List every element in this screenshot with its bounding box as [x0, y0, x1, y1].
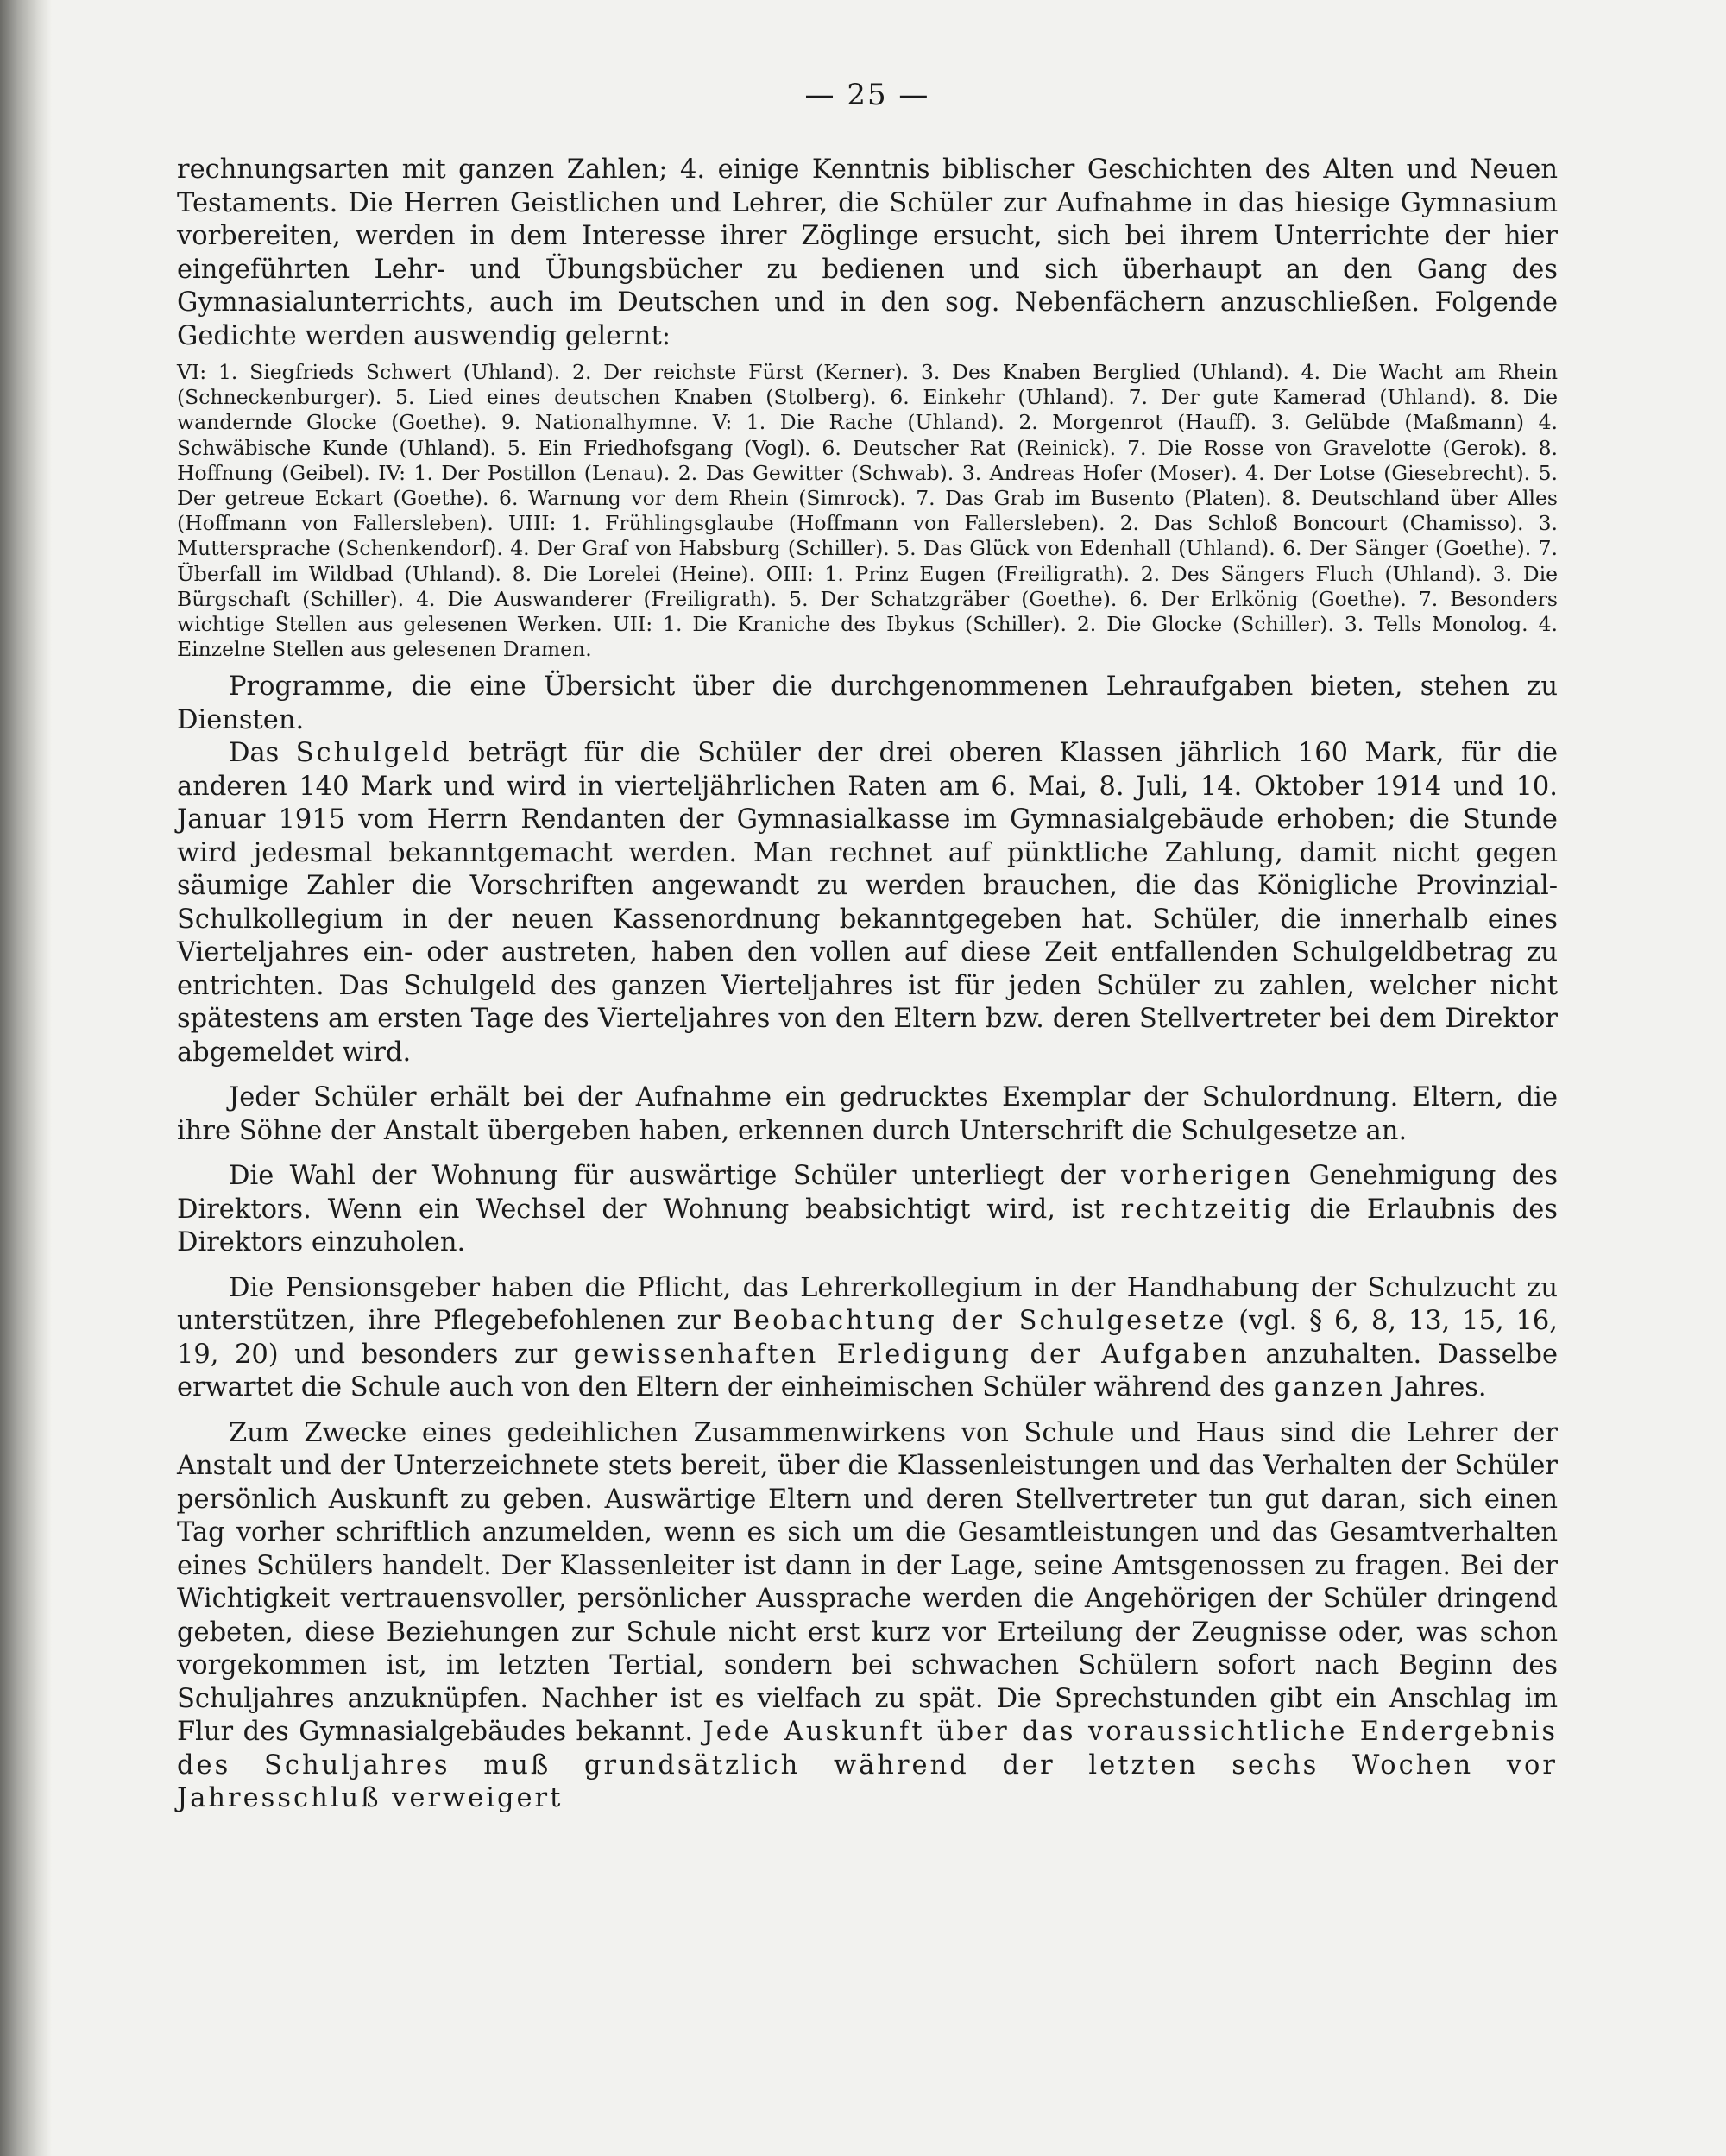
housing-text-a: Die Wahl der Wohnung für auswärtige Schüler unterliegt der [229, 1161, 1106, 1192]
paragraph-boarding-hosts [177, 1272, 1558, 1405]
paragraph-housing [177, 1160, 1558, 1260]
housing-emph-prior: vorherigen [1120, 1161, 1294, 1192]
housing-text-e: die Erlaubnis des Direktors einzuholen. [177, 1194, 1558, 1258]
boarding-emph-whole: ganzen [1273, 1372, 1385, 1403]
poem-list: VI: 1. Siegfrieds Schwert (Uhland). 2. Der reichste Fürst (Kerner). 3. Des Knaben Berglied (Uhland). 4. Die Wacht am Rhein (Schneckenburger). 5. Lied eines deutschen Knaben (Stolberg). 6. Einkehr (Uhland). 7. Der gute Kamerad (Uhland). 8. Die wandernde Glocke (Goethe). 9. Nationalhymne. V: 1. Die Rache (Uhland). 2. Morgenrot (Hauff). 3. Gelübde (Maßmann) 4. Schwäbische Kunde (Uhland). 5. Ein Friedhofsgang (Vogl). 6. Deutscher Rat (Reinick). 7. Die Rosse von Gravelotte (Gerok). 8. Hoffnung (Geibel). IV: 1. Der Postillon (Lenau). 2. Das Gewitter (Schwab). 3. Andreas Hofer (Moser). 4. Der Lotse (Giesebrecht). 5. Der getreue Eckart (Goethe). 6. Warnung vor dem Rhein (Simrock). 7. Das Grab im Busento (Platen). 8. Deutschland über Alles (Hoffmann von Fallersleben). UIII: 1. Frühlingsglaube (Hoffmann von Fallersleben). 2. Das Schloß Boncourt (Chamisso). 3. Muttersprache (Schenkendorf). 4. Der Graf von Habsburg (Schiller). 5. Das Glück von Edenhall (Uhland). 6. Der Sänger (Goethe). 7. Überfall im Wildbad (Uhland). 8. Die Lorelei (Heine). OIII: 1. Prinz Eugen (Freiligrath). 2. Des Sängers Fluch (Uhland). 3. Die Bürgschaft (Schiller). 4. Die Auswanderer (Freiligrath). 5. Der Schatzgräber (Goethe). 6. Der Erlkönig (Goethe). 7. Besonders wichtige Stellen aus gelesenen Werken. UII: 1. Die Kraniche des Ibykus (Schiller). 2. Die Glocke (Schiller). 3. Tells Monolog. 4. Einzelne Stellen aus gelesenen Dramen. [177, 360, 1558, 662]
boarding-text-g: Jahres. [1393, 1372, 1487, 1403]
paragraph-programs: Programme, die eine Übersicht über die durchgenommenen Lehraufgaben bieten, stehen zu Diensten. [177, 671, 1558, 735]
housing-emph-timely: rechtzeitig [1120, 1194, 1294, 1225]
page-number: — 25 — [804, 78, 930, 112]
boarding-text-a: Die Pensionsgeber haben die Pflicht, das Lehrerkollegium in der Handhabung der Schulzucht zu unterstützen, ihre Pflegebefohlenen zur [177, 1272, 1558, 1337]
paragraph-parent-cooperation [177, 1417, 1558, 1816]
paragraph-school-fees [177, 737, 1558, 1069]
document-page [177, 78, 1558, 1816]
boarding-text-c: (vgl. § 6, 8, 13, 15, 16, 19, 20) und besonders zur [177, 1306, 1558, 1370]
boarding-text-e: anzuhalten. Dasselbe erwartet die Schule auch von den Eltern der einheimischen Schüler während des [177, 1339, 1558, 1403]
scan-page-edge [0, 0, 52, 2156]
cooperation-text: Zum Zwecke eines gedeihlichen Zusammenwirkens von Schule und Haus sind die Lehrer der Anstalt und der Unterzeichnete stets bereit, über die Klassenleistungen und das Verhalten der Schüler persönlich Auskunft zu geben. Auswärtige Eltern und deren Stellvertreter tun gut daran, sich einen Tag vorher schriftlich anzumelden, wenn es sich um die Gesamtleistungen und das Gesamtverhalten eines Schülers handelt. Der Klassenleiter ist dann in der Lage, seine Amtsgenossen zu fragen. Bei der Wichtigkeit vertrauensvoller, persönlicher Aussprache werden die Angehörigen der Schüler dringend gebeten, diese Beziehungen zur Schule nicht erst kurz vor Erteilung der Zeugnisse oder, was schon vorgekommen ist, im letzten Tertial, sondern bei schwachen Schülern sofort nach Beginn des Schuljahres anzuknüpfen. Nachher ist es vielfach zu spät. Die Sprechstunden gibt ein Anschlag im Flur des Gymnasialgebäudes bekannt. [177, 1417, 1558, 1748]
boarding-emph-observance: Beobachtung der Schulgesetze [732, 1306, 1227, 1337]
fees-body: beträgt für die Schüler der drei oberen Klassen jährlich 160 Mark, für die anderen 140 Mark und wird in vierteljährlichen Raten am 6. Mai, 8. Juli, 14. Oktober 1914 und 10. Januar 1915 vom Herrn Rendanten der Gymnasialkasse im Gymnasialgebäude erhoben; die Stunde wird jedesmal bekanntgemacht werden. Man rechnet auf pünktliche Zahlung, damit nicht gegen säumige Zahler die Vorschriften angewandt zu werden brauchen, die das Königliche Provinzial-Schulkollegium in der neuen Kassenordnung bekanntgegeben hat. Schüler, die innerhalb eines Vierteljahres ein- oder austreten, haben den vollen auf diese Zeit entfallenden Schulgeldbetrag zu entrichten. Das Schulgeld des ganzen Vierteljahres ist für jeden Schüler zu zahlen, welcher nicht spätestens am ersten Tage des Vierteljahres von den Eltern bzw. deren Stellvertreter bei dem Direktor abgemeldet wird. [177, 738, 1558, 1068]
fees-term: Schulgeld [295, 738, 452, 769]
housing-text-c: Genehmigung des Direktors. Wenn ein Wechsel der Wohnung beabsichtigt wird, ist [177, 1161, 1558, 1225]
cooperation-emph-final-result: Jede Auskunft über das voraussichtliche Endergebnis des Schuljahres muß grundsätzlich während der letzten sechs Wochen vor Jahresschluß verweigert [177, 1717, 1558, 1814]
paragraph-admission-requirements: rechnungsarten mit ganzen Zahlen; 4. einige Kenntnis biblischer Geschichten des Alten und Neuen Testaments. Die Herren Geistlichen und Lehrer, die Schüler zur Aufnahme in das hiesige Gymnasium vorbereiten, werden in dem Interesse ihrer Zöglinge ersucht, sich bei ihrem Unterrichte der hier eingeführten Lehr- und Übungsbücher zu bedienen und sich überhaupt an den Gang des Gymnasialunterrichts, auch im Deutschen und in den sog. Nebenfächern anzuschließen. Folgende Gedichte werden auswendig gelernt: [177, 154, 1558, 351]
paragraph-school-rules: Jeder Schüler erhält bei der Aufnahme ein gedrucktes Exemplar der Schulordnung. Eltern, die ihre Söhne der Anstalt übergeben haben, erkennen durch Unterschrift die Schulgesetze an. [177, 1082, 1558, 1146]
fees-lead: Das [229, 738, 280, 769]
boarding-emph-homework: gewissenhaften Erledigung der Aufgaben [573, 1339, 1250, 1370]
